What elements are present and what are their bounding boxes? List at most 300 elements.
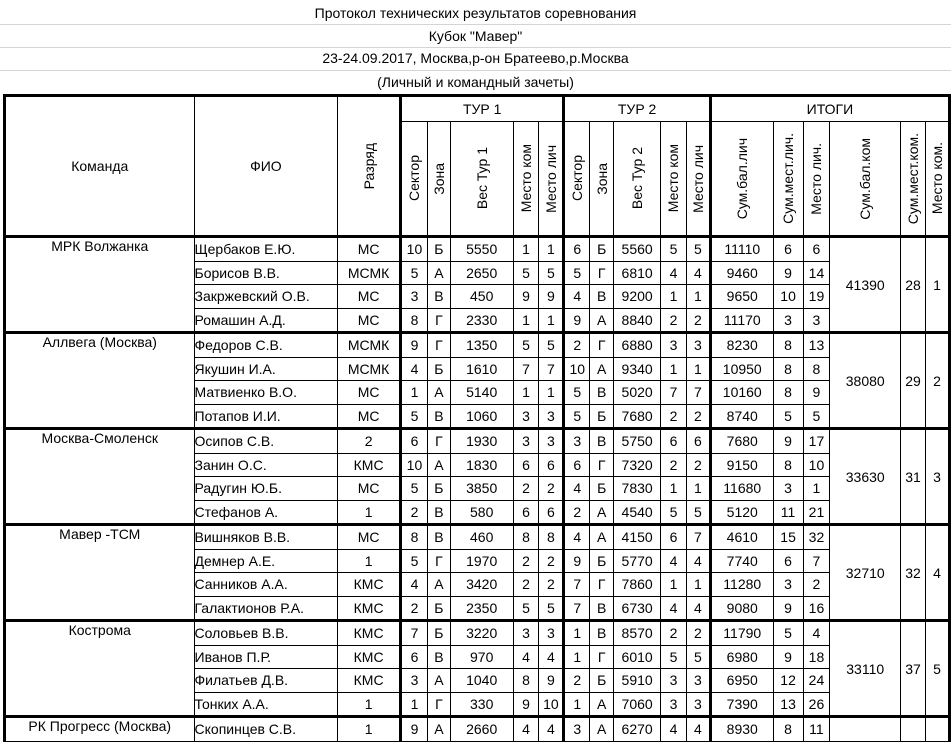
place-team-1: 8 [513, 525, 539, 550]
zone-2: А [590, 692, 614, 717]
sector-2: 7 [564, 596, 590, 621]
team-sum-points: 38080 [830, 333, 901, 429]
participant-name: Якушин И.А. [194, 357, 338, 381]
zone-1: В [427, 404, 450, 429]
team-place: 3 [925, 429, 949, 525]
table-row [5, 525, 950, 550]
sum-places-pers: 9 [773, 645, 803, 669]
place-team-2: 7 [661, 381, 687, 405]
weight-1: 1970 [450, 549, 513, 573]
sector-1: 10 [401, 237, 428, 262]
weight-2: 4540 [614, 500, 661, 525]
zone-1: В [427, 645, 450, 669]
zone-2: А [590, 357, 614, 381]
sum-places-pers: 5 [773, 621, 803, 646]
weight-2: 6880 [614, 333, 661, 358]
weight-2: 5910 [614, 669, 661, 693]
zone-2: В [590, 429, 614, 454]
weight-1: 450 [450, 285, 513, 309]
sum-points-pers: 11680 [710, 477, 773, 501]
place-pers-total: 5 [803, 404, 830, 429]
sector-1: 9 [401, 333, 428, 358]
zone-1: Г [427, 333, 450, 358]
place-pers-total: 6 [803, 237, 830, 262]
sector-2: 3 [564, 429, 590, 454]
place-pers-1: 4 [539, 645, 564, 669]
sum-places-pers: 3 [773, 308, 803, 333]
weight-1: 460 [450, 525, 513, 550]
participant-name: Занин О.С. [194, 453, 338, 477]
zone-2: Б [590, 477, 614, 501]
place-team-2: 1 [661, 285, 687, 309]
zone-2: Г [590, 453, 614, 477]
rank: МСМК [338, 261, 401, 285]
team-name: РК Прогресс (Москва) [5, 717, 195, 742]
place-team-2: 2 [661, 308, 687, 333]
col-fio-header: ФИО [194, 96, 338, 237]
rank: МС [338, 308, 401, 333]
weight-2: 6270 [614, 717, 661, 742]
sector-2: 5 [564, 404, 590, 429]
sum-points-pers: 5120 [710, 500, 773, 525]
weight-1: 2330 [450, 308, 513, 333]
col-sum-pts-team: Сум.бал.ком [830, 122, 901, 237]
sector-1: 1 [401, 381, 428, 405]
zone-2: В [590, 381, 614, 405]
sector-2: 4 [564, 477, 590, 501]
zone-2: Г [590, 261, 614, 285]
zone-1: А [427, 453, 450, 477]
sector-2: 6 [564, 237, 590, 262]
sum-points-pers: 7740 [710, 549, 773, 573]
rank: МСМК [338, 357, 401, 381]
zone-2: В [590, 285, 614, 309]
place-team-1: 3 [513, 621, 539, 646]
zone-1: Г [427, 549, 450, 573]
zone-2: Б [590, 669, 614, 693]
participant-name: Санников А.А. [194, 573, 338, 597]
col-zone-1: Зона [427, 122, 450, 237]
place-pers-2: 2 [686, 404, 710, 429]
participant-name: Иванов П.Р. [194, 645, 338, 669]
place-team-2: 2 [661, 621, 687, 646]
sum-points-pers: 8740 [710, 404, 773, 429]
sum-points-pers: 6950 [710, 669, 773, 693]
participant-name: Вишняков В.В. [194, 525, 338, 550]
sum-places-pers: 13 [773, 692, 803, 717]
sector-2: 3 [564, 717, 590, 742]
sector-2: 2 [564, 333, 590, 358]
zone-1: Б [427, 621, 450, 646]
sector-1: 3 [401, 669, 428, 693]
zone-1: Г [427, 692, 450, 717]
sector-1: 4 [401, 357, 428, 381]
sector-1: 1 [401, 692, 428, 717]
sum-places-pers: 10 [773, 285, 803, 309]
sum-points-pers: 11280 [710, 573, 773, 597]
zone-2: А [590, 308, 614, 333]
sum-points-pers: 7390 [710, 692, 773, 717]
sum-places-pers: 8 [773, 717, 803, 742]
place-pers-1: 5 [539, 596, 564, 621]
place-team-1: 4 [513, 645, 539, 669]
weight-2: 8570 [614, 621, 661, 646]
rank: МС [338, 237, 401, 262]
tour1-header: ТУР 1 [401, 96, 564, 122]
sector-2: 4 [564, 285, 590, 309]
team-sum-places: 29 [901, 333, 926, 429]
participant-name: Федоров С.В. [194, 333, 338, 358]
col-rank-header: Разряд [338, 96, 401, 237]
zone-2: А [590, 500, 614, 525]
team-place: 4 [925, 525, 949, 621]
sector-1: 5 [401, 404, 428, 429]
place-pers-1: 1 [539, 237, 564, 262]
table-row [5, 237, 950, 262]
team-place: 1 [925, 237, 949, 333]
sum-places-pers: 3 [773, 573, 803, 597]
place-team-1: 5 [513, 333, 539, 358]
rank: МСМК [338, 333, 401, 358]
rank: КМС [338, 669, 401, 693]
zone-1: А [427, 669, 450, 693]
weight-1: 1930 [450, 429, 513, 454]
place-pers-2: 3 [686, 669, 710, 693]
sector-2: 1 [564, 621, 590, 646]
weight-1: 5550 [450, 237, 513, 262]
zone-1: Б [427, 357, 450, 381]
place-pers-2: 3 [686, 333, 710, 358]
sum-points-pers: 6980 [710, 645, 773, 669]
place-pers-total: 10 [803, 453, 830, 477]
place-team-1: 6 [513, 453, 539, 477]
table-row [5, 333, 950, 358]
place-team-2: 5 [661, 500, 687, 525]
place-pers-2: 4 [686, 261, 710, 285]
weight-1: 3850 [450, 477, 513, 501]
totals-header: ИТОГИ [710, 96, 949, 122]
place-pers-total: 7 [803, 549, 830, 573]
sector-1: 9 [401, 717, 428, 742]
participant-name: Закржевский О.В. [194, 285, 338, 309]
weight-2: 9200 [614, 285, 661, 309]
participant-name: Демнер А.Е. [194, 549, 338, 573]
weight-1: 2350 [450, 596, 513, 621]
place-team-1: 9 [513, 285, 539, 309]
sum-points-pers: 8230 [710, 333, 773, 358]
rank: КМС [338, 573, 401, 597]
sector-2: 6 [564, 453, 590, 477]
place-pers-2: 7 [686, 381, 710, 405]
place-pers-2: 5 [686, 645, 710, 669]
weight-1: 1060 [450, 404, 513, 429]
weight-2: 8840 [614, 308, 661, 333]
rank: КМС [338, 453, 401, 477]
rank: МС [338, 381, 401, 405]
place-team-2: 3 [661, 669, 687, 693]
place-pers-total: 14 [803, 261, 830, 285]
place-pers-total: 2 [803, 573, 830, 597]
event-date-place: 23-24.09.2017, Москва,р-он Братеево,р.Москва [322, 50, 629, 66]
participant-name: Матвиенко В.О. [194, 381, 338, 405]
place-team-1: 2 [513, 549, 539, 573]
table-row [5, 429, 950, 454]
weight-1: 1350 [450, 333, 513, 358]
place-pers-1: 8 [539, 525, 564, 550]
tour2-header: ТУР 2 [564, 96, 711, 122]
sum-places-pers: 9 [773, 596, 803, 621]
sum-points-pers: 9460 [710, 261, 773, 285]
weight-1: 2650 [450, 261, 513, 285]
place-pers-1: 7 [539, 357, 564, 381]
col-sum-places-team: Сум.мест.ком. [901, 122, 926, 237]
rank: КМС [338, 645, 401, 669]
sector-2: 9 [564, 549, 590, 573]
team-sum-points: 32710 [830, 525, 901, 621]
place-pers-total: 11 [803, 717, 830, 742]
place-team-2: 1 [661, 357, 687, 381]
weight-1: 970 [450, 645, 513, 669]
rank: 1 [338, 692, 401, 717]
sum-places-pers: 8 [773, 453, 803, 477]
zone-1: Б [427, 477, 450, 501]
place-pers-2: 3 [686, 692, 710, 717]
participant-name: Потапов И.И. [194, 404, 338, 429]
rank: МС [338, 525, 401, 550]
weight-2: 7830 [614, 477, 661, 501]
place-pers-2: 1 [686, 285, 710, 309]
rank: КМС [338, 621, 401, 646]
place-pers-2: 2 [686, 308, 710, 333]
zone-2: Г [590, 645, 614, 669]
team-sum-places [901, 717, 926, 742]
sector-1: 8 [401, 525, 428, 550]
weight-1: 5140 [450, 381, 513, 405]
place-pers-1: 3 [539, 429, 564, 454]
team-sum-places: 37 [901, 621, 926, 717]
weight-1: 2660 [450, 717, 513, 742]
participant-name: Борисов В.В. [194, 261, 338, 285]
rank: 1 [338, 500, 401, 525]
zone-2: Г [590, 573, 614, 597]
place-pers-1: 3 [539, 621, 564, 646]
col-place-pers-2: Место лич [686, 122, 710, 237]
place-pers-1: 6 [539, 500, 564, 525]
place-pers-1: 3 [539, 404, 564, 429]
zone-1: Г [427, 308, 450, 333]
place-pers-2: 7 [686, 525, 710, 550]
weight-1: 580 [450, 500, 513, 525]
team-name: МРК Волжанка [5, 237, 195, 333]
sum-points-pers: 7680 [710, 429, 773, 454]
team-name: Кострома [5, 621, 195, 717]
place-team-1: 9 [513, 692, 539, 717]
zone-1: А [427, 261, 450, 285]
zone-2: А [590, 525, 614, 550]
place-team-1: 5 [513, 261, 539, 285]
table-row [5, 621, 950, 646]
sum-points-pers: 9650 [710, 285, 773, 309]
place-pers-1: 2 [539, 477, 564, 501]
col-team-header: Команда [5, 96, 195, 237]
place-pers-1: 5 [539, 261, 564, 285]
place-team-1: 8 [513, 669, 539, 693]
sum-points-pers: 8930 [710, 717, 773, 742]
place-pers-1: 6 [539, 453, 564, 477]
rank: 1 [338, 717, 401, 742]
weight-2: 6730 [614, 596, 661, 621]
place-pers-total: 13 [803, 333, 830, 358]
team-sum-places: 32 [901, 525, 926, 621]
team-name: Аллвега (Москва) [5, 333, 195, 429]
zone-1: Б [427, 596, 450, 621]
sum-points-pers: 11110 [710, 237, 773, 262]
place-team-1: 1 [513, 308, 539, 333]
place-pers-2: 4 [686, 596, 710, 621]
weight-2: 5020 [614, 381, 661, 405]
place-pers-total: 16 [803, 596, 830, 621]
place-team-1: 7 [513, 357, 539, 381]
place-team-2: 4 [661, 549, 687, 573]
sector-1: 8 [401, 308, 428, 333]
sector-1: 5 [401, 261, 428, 285]
place-pers-2: 2 [686, 621, 710, 646]
weight-2: 7060 [614, 692, 661, 717]
participant-name: Галактионов Р.А. [194, 596, 338, 621]
sum-places-pers: 8 [773, 357, 803, 381]
sum-points-pers: 11790 [710, 621, 773, 646]
place-team-1: 6 [513, 500, 539, 525]
place-pers-1: 1 [539, 308, 564, 333]
place-pers-2: 4 [686, 717, 710, 742]
results-table [3, 94, 951, 742]
rank: 2 [338, 429, 401, 454]
place-pers-1: 2 [539, 573, 564, 597]
place-team-2: 1 [661, 477, 687, 501]
participant-name: Ромашин А.Д. [194, 308, 338, 333]
team-sum-points: 41390 [830, 237, 901, 333]
sum-points-pers: 9080 [710, 596, 773, 621]
weight-1: 1830 [450, 453, 513, 477]
team-name: Москва-Смоленск [5, 429, 195, 525]
sum-places-pers: 8 [773, 381, 803, 405]
place-pers-total: 8 [803, 357, 830, 381]
sector-2: 5 [564, 261, 590, 285]
participant-name: Филатьев Д.В. [194, 669, 338, 693]
zone-1: Г [427, 429, 450, 454]
zone-1: В [427, 500, 450, 525]
place-pers-total: 18 [803, 645, 830, 669]
participant-name: Осипов С.В. [194, 429, 338, 454]
team-place: 5 [925, 621, 949, 717]
col-place-team-1: Место ком [513, 122, 539, 237]
sector-2: 10 [564, 357, 590, 381]
zone-1: А [427, 381, 450, 405]
zone-2: А [590, 717, 614, 742]
team-place: 2 [925, 333, 949, 429]
col-weight-2: Вес Тур 2 [614, 122, 661, 237]
place-pers-2: 4 [686, 549, 710, 573]
team-sum-places: 31 [901, 429, 926, 525]
weight-2: 4150 [614, 525, 661, 550]
sum-places-pers: 12 [773, 669, 803, 693]
sector-2: 1 [564, 692, 590, 717]
place-team-1: 3 [513, 429, 539, 454]
team-place [925, 717, 949, 742]
place-team-1: 3 [513, 404, 539, 429]
weight-2: 5770 [614, 549, 661, 573]
weight-2: 5750 [614, 429, 661, 454]
rank: 1 [338, 549, 401, 573]
zone-2: В [590, 596, 614, 621]
col-place-pers-1: Место лич [539, 122, 564, 237]
place-team-2: 3 [661, 692, 687, 717]
place-team-1: 2 [513, 477, 539, 501]
sum-places-pers: 5 [773, 404, 803, 429]
place-team-1: 5 [513, 596, 539, 621]
col-place-team-2: Место ком [661, 122, 687, 237]
zone-2: В [590, 621, 614, 646]
zone-1: В [427, 525, 450, 550]
place-pers-1: 9 [539, 669, 564, 693]
place-team-2: 5 [661, 237, 687, 262]
place-team-1: 4 [513, 717, 539, 742]
place-pers-total: 1 [803, 477, 830, 501]
sum-points-pers: 4610 [710, 525, 773, 550]
place-team-2: 4 [661, 596, 687, 621]
col-sector-1: Сектор [401, 122, 428, 237]
weight-2: 9340 [614, 357, 661, 381]
sector-1: 6 [401, 429, 428, 454]
col-sum-pts-pers: Сум.бал.лич [710, 122, 773, 237]
weight-1: 1610 [450, 357, 513, 381]
place-pers-total: 21 [803, 500, 830, 525]
sum-places-pers: 15 [773, 525, 803, 550]
sector-1: 5 [401, 477, 428, 501]
place-pers-total: 26 [803, 692, 830, 717]
place-pers-total: 4 [803, 621, 830, 646]
zone-1: А [427, 717, 450, 742]
place-pers-1: 2 [539, 549, 564, 573]
participant-name: Скопинцев С.В. [194, 717, 338, 742]
place-pers-2: 1 [686, 357, 710, 381]
place-pers-total: 17 [803, 429, 830, 454]
participant-name: Радугин Ю.Б. [194, 477, 338, 501]
sector-2: 1 [564, 645, 590, 669]
participant-name: Стефанов А. [194, 500, 338, 525]
zone-2: Б [590, 549, 614, 573]
zone-1: В [427, 285, 450, 309]
sum-places-pers: 3 [773, 477, 803, 501]
sum-places-pers: 9 [773, 261, 803, 285]
sector-2: 2 [564, 669, 590, 693]
participant-name: Щербаков Е.Ю. [194, 237, 338, 262]
weight-1: 3420 [450, 573, 513, 597]
place-pers-2: 6 [686, 429, 710, 454]
place-pers-1: 10 [539, 692, 564, 717]
place-pers-1: 5 [539, 333, 564, 358]
place-pers-total: 24 [803, 669, 830, 693]
weight-1: 330 [450, 692, 513, 717]
sector-2: 9 [564, 308, 590, 333]
team-sum-places: 28 [901, 237, 926, 333]
sum-places-pers: 9 [773, 429, 803, 454]
sum-places-pers: 8 [773, 333, 803, 358]
place-team-1: 1 [513, 237, 539, 262]
team-sum-points: 33110 [830, 621, 901, 717]
sum-places-pers: 6 [773, 237, 803, 262]
place-team-2: 2 [661, 453, 687, 477]
